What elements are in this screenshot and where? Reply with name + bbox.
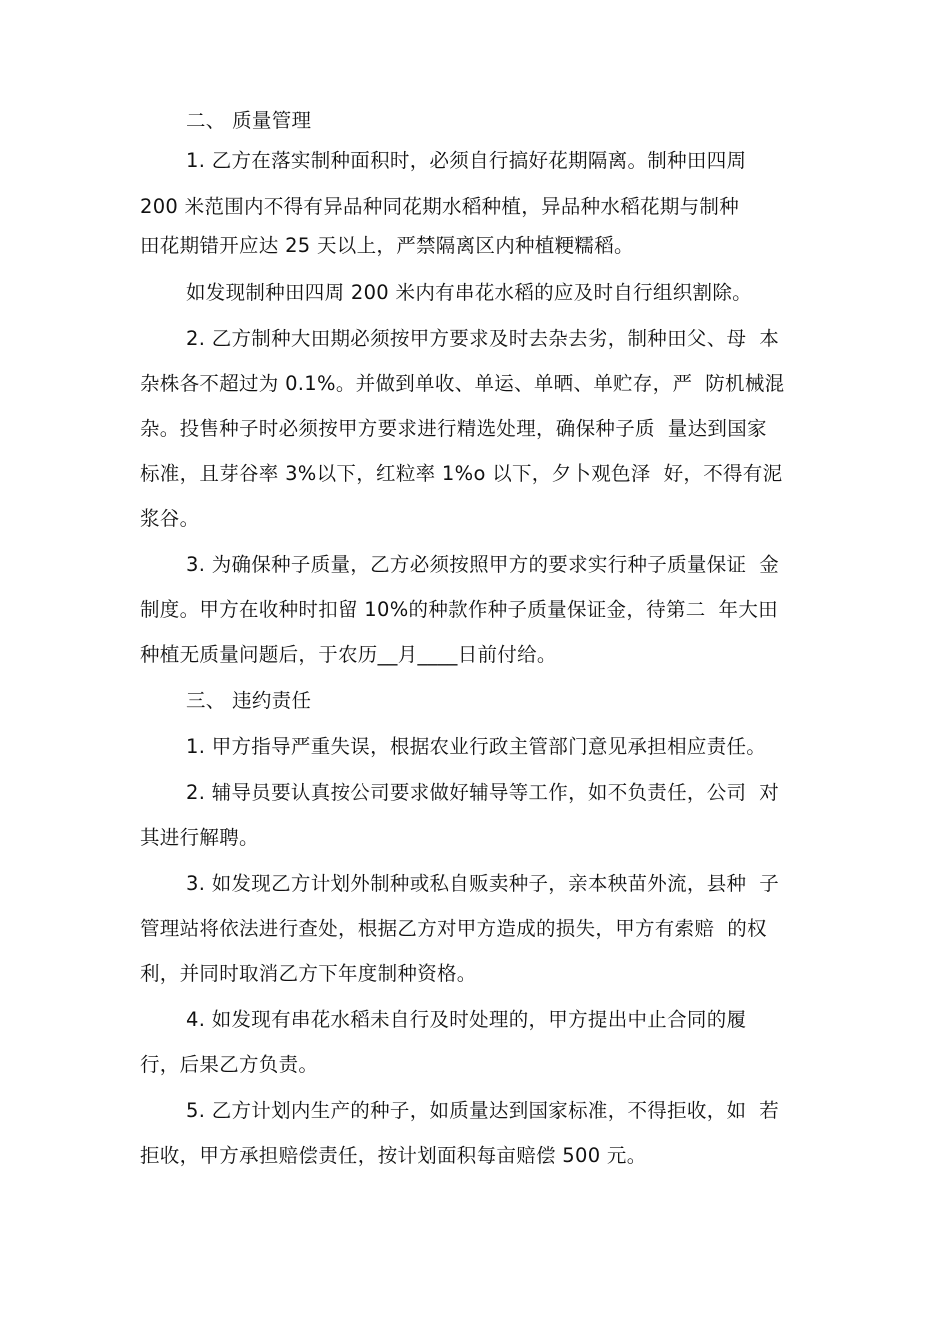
paragraph-line: 标准，且芽谷率 3%以下，红粒率 1%o 以下，夕卜观色泽 好，不得有泥 xyxy=(140,462,783,485)
paragraph-line: 拒收，甲方承担赔偿责任，按计划面积每亩赔偿 500 元。 xyxy=(140,1144,647,1167)
paragraph-line: 田花期错开应达 25 天以上，严禁隔离区内种植粳糯稻。 xyxy=(140,234,634,257)
section-heading-quality: 二、 质量管理 xyxy=(186,109,312,132)
paragraph-line: 管理站将依法进行查处，根据乙方对甲方造成的损失，甲方有索赔 的权 xyxy=(140,917,767,940)
paragraph-line: 制度。甲方在收种时扣留 10%的种款作种子质量保证金，待第二 年大田 xyxy=(140,598,778,621)
paragraph-line: 浆谷。 xyxy=(140,507,200,530)
paragraph-line: 200 米范围内不得有异品种同花期水稻种植，异品种水稻花期与制种 xyxy=(140,195,740,218)
paragraph-line: 3. 如发现乙方计划外制种或私自贩卖种子，亲本秧苗外流，县种 子 xyxy=(186,872,780,895)
paragraph-line: 种植无质量问题后，于农历__月____日前付给。 xyxy=(140,643,557,666)
paragraph-line: 2. 乙方制种大田期必须按甲方要求及时去杂去劣，制种田父、母 本 xyxy=(186,327,780,350)
paragraph-line: 如发现制种田四周 200 米内有串花水稻的应及时自行组织割除。 xyxy=(186,281,752,304)
paragraph-line: 3. 为确保种子质量，乙方必须按照甲方的要求实行种子质量保证 金 xyxy=(186,553,780,576)
paragraph-line: 1. 乙方在落实制种面积时，必须自行搞好花期隔离。制种田四周 xyxy=(186,149,747,172)
paragraph-line: 2. 辅导员要认真按公司要求做好辅导等工作，如不负责任，公司 对 xyxy=(186,781,780,804)
paragraph-line: 其进行解聘。 xyxy=(140,826,259,849)
paragraph-line: 5. 乙方计划内生产的种子，如质量达到国家标准，不得拒收，如 若 xyxy=(186,1099,780,1122)
section-heading-liability: 三、 违约责任 xyxy=(186,689,312,712)
paragraph-line: 利，并同时取消乙方下年度制种资格。 xyxy=(140,962,477,985)
paragraph-line: 行，后果乙方负责。 xyxy=(140,1053,319,1076)
paragraph-line: 4. 如发现有串花水稻未自行及时处理的，甲方提出中止合同的履 xyxy=(186,1008,747,1031)
paragraph-line: 杂。投售种子时必须按甲方要求进行精选处理，确保种子质 量达到国家 xyxy=(140,417,767,440)
paragraph-line: 杂株各不超过为 0.1%。并做到单收、单运、单晒、单贮存，严 防机械混 xyxy=(140,372,785,395)
paragraph-line: 1. 甲方指导严重失误，根据农业行政主管部门意见承担相应责任。 xyxy=(186,735,767,758)
